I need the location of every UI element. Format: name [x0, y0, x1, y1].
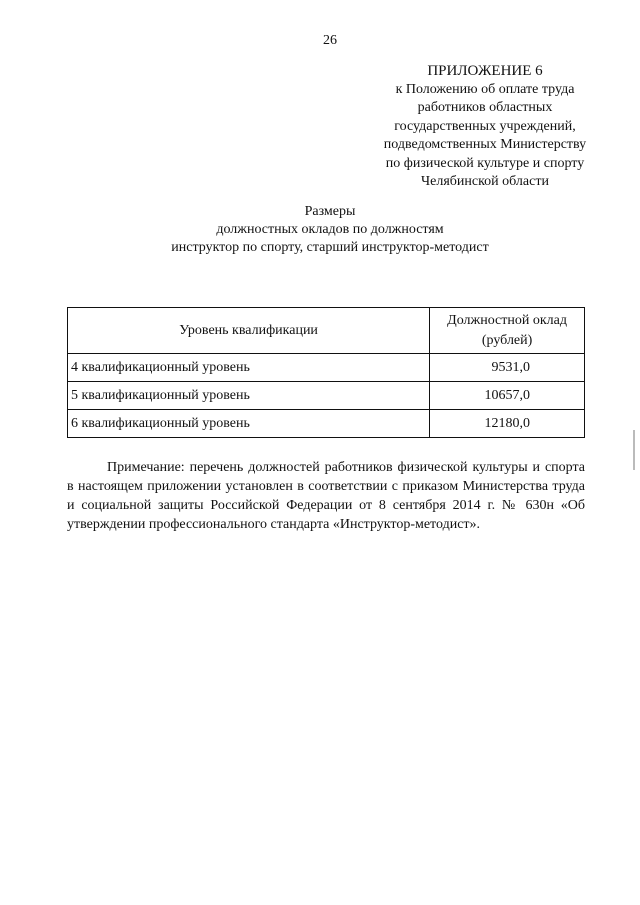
qualification-level-cell: 4 квалификационный уровень [68, 354, 430, 382]
document-title [60, 203, 600, 257]
scan-edge-mark [633, 430, 635, 470]
appendix-line: подведомственных Министерству [383, 137, 587, 152]
appendix-line: Челябинской области [421, 174, 549, 189]
title-line: инструктор по спорту, старший инструктор-методист [171, 240, 489, 255]
table-row [68, 410, 585, 438]
page-number: 26 [323, 33, 337, 48]
appendix-line: по физической культуре и спорту [385, 155, 585, 171]
title-line: должностных окладов по должностям [216, 222, 444, 237]
table-row [68, 354, 585, 382]
appendix-header [340, 62, 630, 192]
salary-cell: 12180,0 [430, 410, 585, 438]
qualification-level-cell: 6 квалификационный уровень [68, 410, 430, 438]
appendix-line: к Положению об оплате труда [395, 81, 575, 97]
column-header-salary: Должностной оклад (рублей) [430, 308, 585, 354]
note-paragraph: Примечание: перечень должностей работников физической культуры и спорта в настоящем приложении установлен в соответствии с приказом Министерства труда и социальной защиты Российской Федерации от 8 сентября 2014 г. № 630н «Об утверждении профессионального стандарта «Инструктор-методист». [67, 460, 585, 532]
qualification-level-cell: 5 квалификационный уровень [68, 382, 430, 410]
appendix-heading: ПРИЛОЖЕНИЕ 6 [427, 63, 543, 79]
appendix-line: работников областных [417, 100, 553, 115]
table-header-row [68, 308, 585, 354]
table-row [68, 382, 585, 410]
salary-cell: 10657,0 [430, 382, 585, 410]
appendix-line: государственных учреждений, [394, 118, 576, 134]
salary-table [67, 307, 585, 438]
title-line: Размеры [304, 204, 356, 219]
column-header-level: Уровень квалификации [68, 308, 430, 354]
salary-cell: 9531,0 [430, 354, 585, 382]
